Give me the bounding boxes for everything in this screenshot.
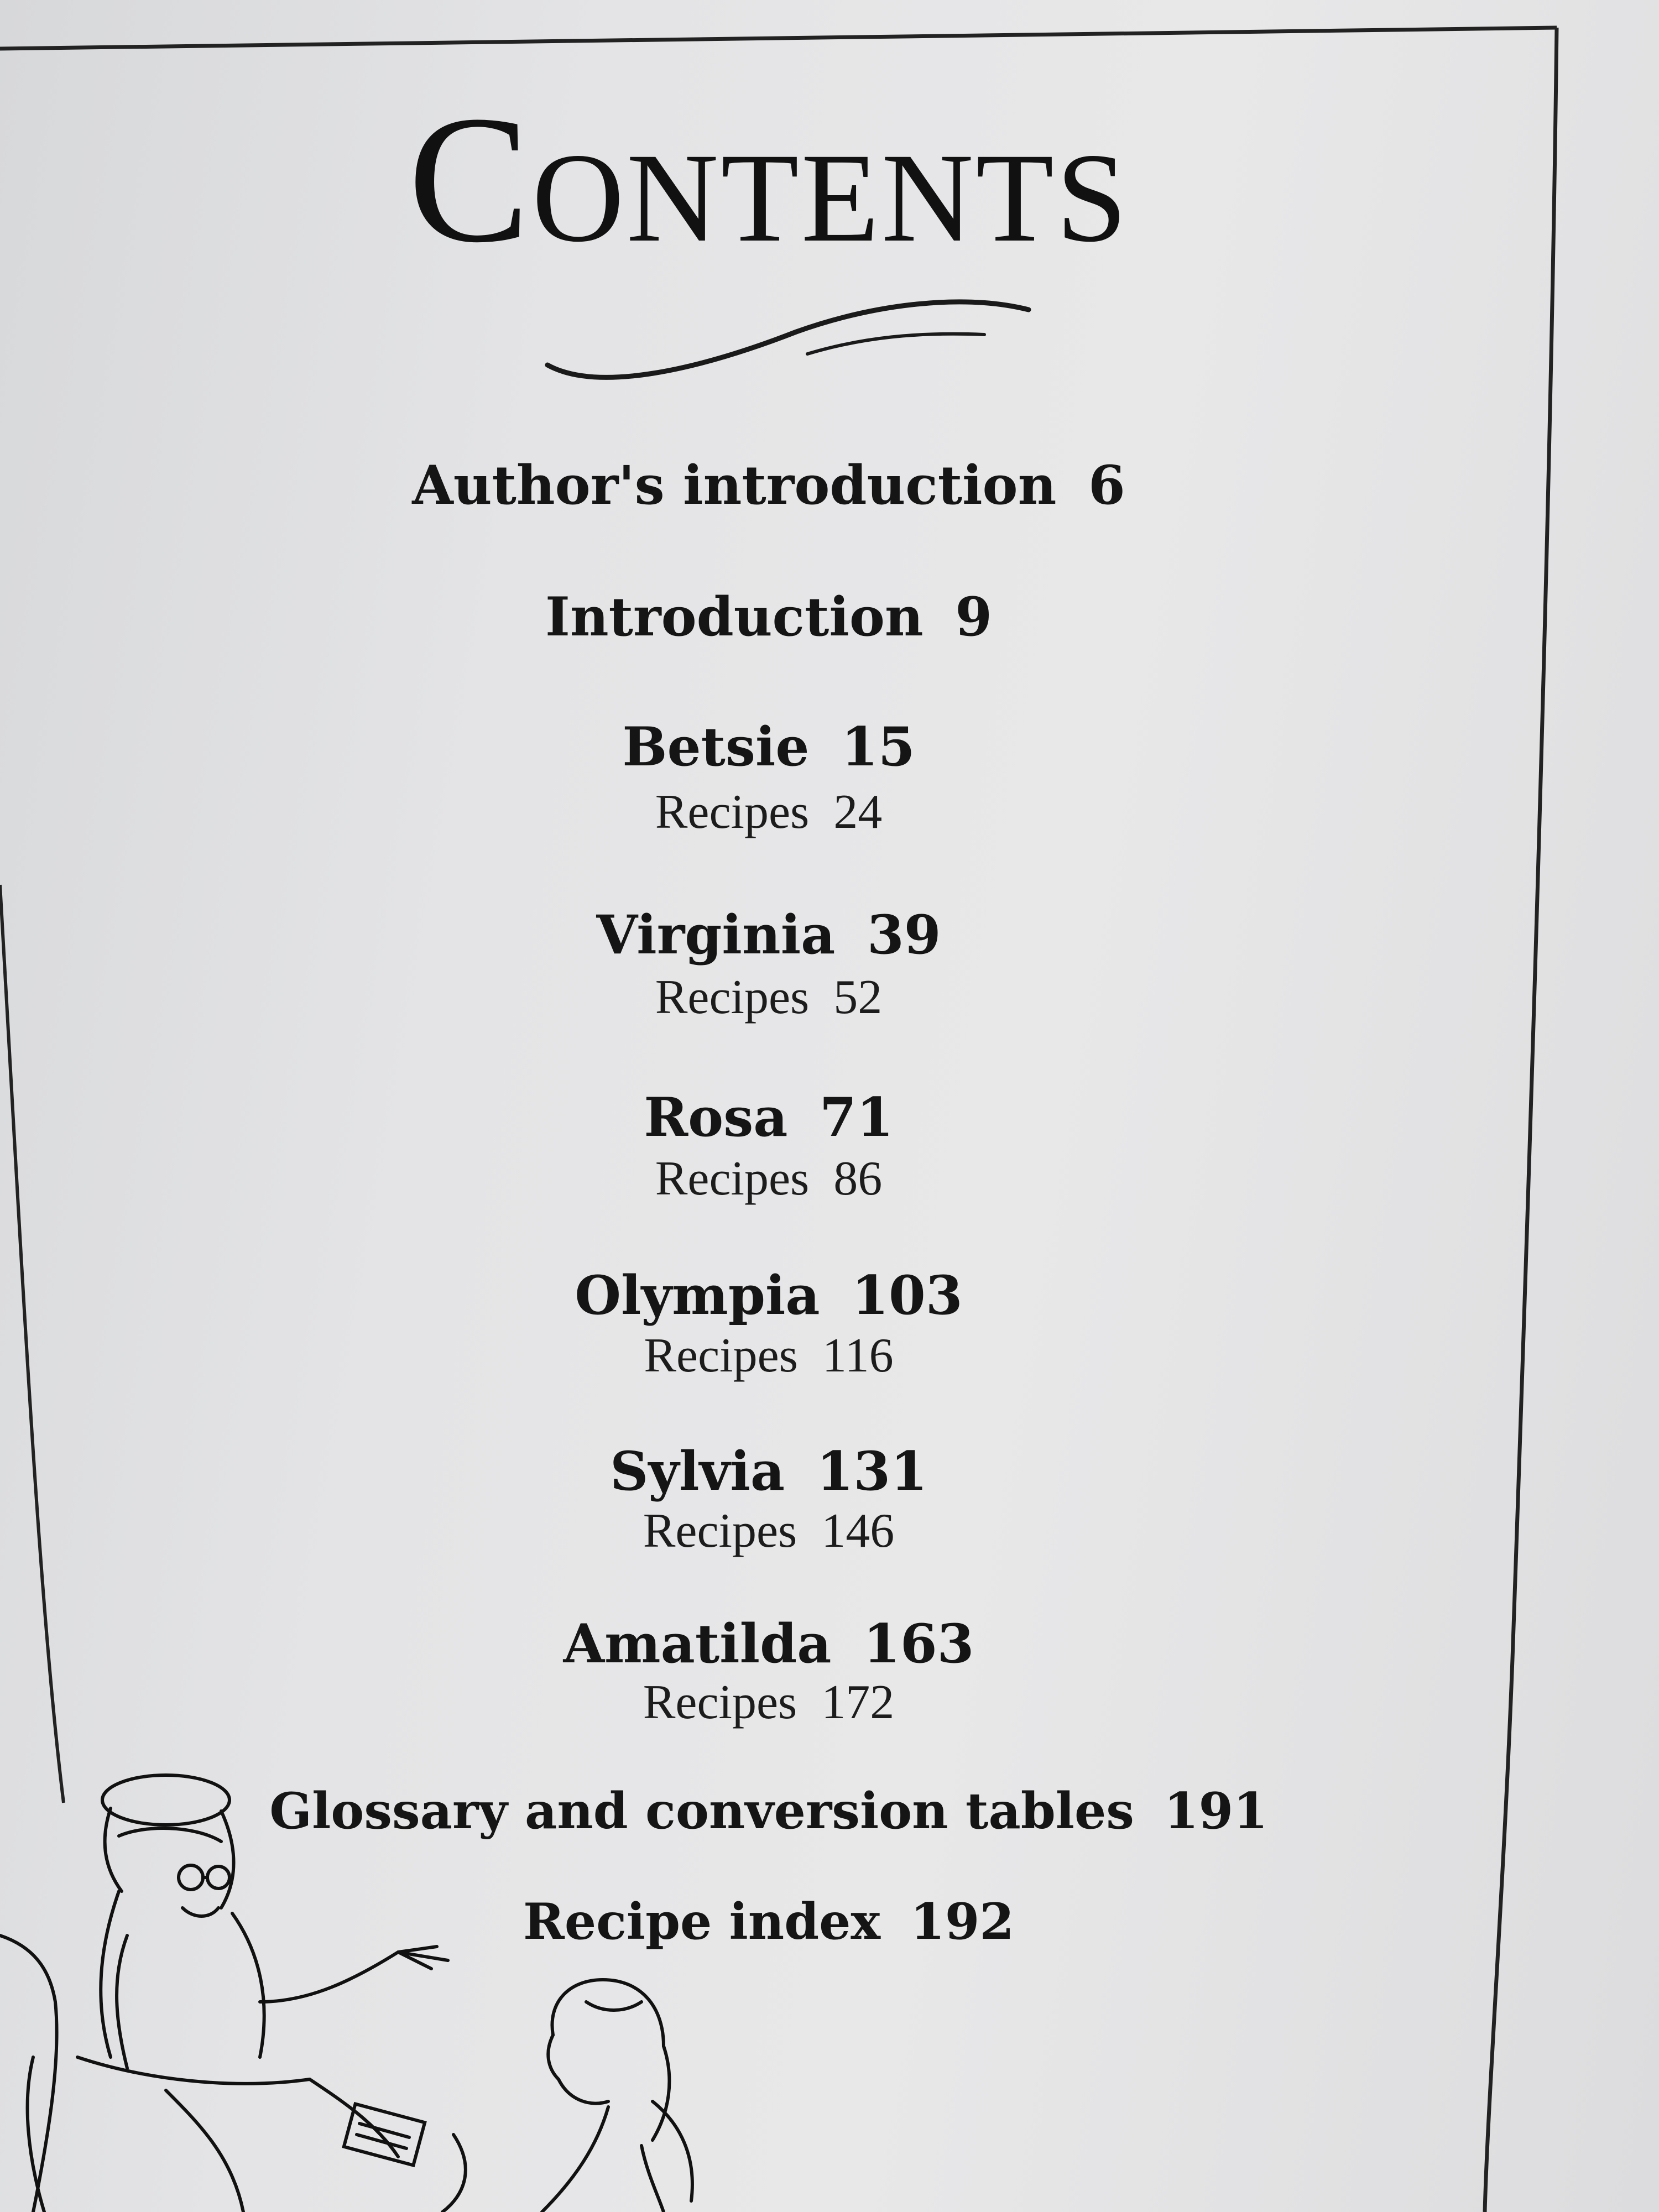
toc-entry-label: Olympia	[575, 1264, 820, 1327]
toc-subentry-rosa-recipes[interactable]	[0, 1152, 1537, 1206]
toc-entry-sylvia[interactable]	[0, 1440, 1537, 1503]
toc-entry-label: Recipe index	[523, 1892, 881, 1951]
toc-subentry-page: 52	[833, 971, 883, 1024]
toc-subentry-page: 146	[821, 1504, 895, 1558]
toc-entry-authors-introduction[interactable]	[0, 454, 1537, 517]
toc-subentry-page: 24	[833, 785, 883, 839]
toc-entry-page: 6	[1088, 454, 1125, 517]
toc-entry-page: 39	[867, 904, 941, 966]
toc-subentry-virginia-recipes[interactable]	[0, 973, 1537, 1022]
toc-entry-page: 71	[820, 1086, 894, 1149]
toc-entry-virginia[interactable]	[0, 904, 1537, 966]
toc-entry-page: 192	[910, 1892, 1014, 1951]
toc-entry-page: 103	[852, 1264, 963, 1327]
toc-entry-olympia[interactable]	[0, 1264, 1537, 1327]
toc-subentry-amatilda-recipes[interactable]	[0, 1678, 1537, 1727]
toc-entry-page: 191	[1164, 1782, 1268, 1840]
pen-sketch-illustration	[0, 1770, 774, 2212]
toc-entry-page: 9	[955, 586, 993, 648]
toc-subentry-sylvia-recipes[interactable]	[0, 1504, 1537, 1558]
toc-subentry-page: 86	[833, 1152, 883, 1206]
toc-subentry-page: 172	[821, 1676, 895, 1729]
toc-entry-amatilda[interactable]	[0, 1613, 1537, 1675]
toc-entry-betsie[interactable]	[0, 716, 1537, 778]
toc-entry-rosa[interactable]	[0, 1086, 1537, 1149]
toc-subentry-betsie-recipes[interactable]	[0, 785, 1537, 839]
toc-entry-label: Betsie	[622, 716, 810, 778]
toc-entry-label: Introduction	[545, 586, 924, 648]
toc-entry-page: 131	[816, 1440, 927, 1503]
toc-subentry-label: Recipes	[655, 785, 810, 839]
toc-entry-label: Author's introduction	[412, 454, 1057, 517]
toc-entry-page: 15	[841, 716, 915, 778]
toc-entry-label: Virginia	[596, 904, 836, 966]
toc-subentry-page: 116	[822, 1329, 894, 1383]
toc-subentry-olympia-recipes[interactable]	[0, 1329, 1537, 1383]
toc-subentry-label: Recipes	[643, 1504, 797, 1558]
toc-subentry-label: Recipes	[643, 1676, 797, 1729]
toc-entry-page: 163	[863, 1613, 974, 1675]
toc-entry-label: Sylvia	[609, 1440, 785, 1503]
toc-subentry-label: Recipes	[655, 971, 810, 1024]
toc-subentry-label: Recipes	[644, 1329, 798, 1383]
toc-entry-label: Glossary and conversion tables	[269, 1782, 1134, 1840]
toc-entry-label: Amatilda	[563, 1613, 832, 1675]
decorative-swash	[531, 288, 1051, 387]
toc-entry-introduction[interactable]	[0, 586, 1537, 648]
toc-subentry-label: Recipes	[655, 1152, 810, 1206]
toc-entry-label: Rosa	[644, 1086, 788, 1149]
page-title: Contents	[408, 79, 1130, 280]
